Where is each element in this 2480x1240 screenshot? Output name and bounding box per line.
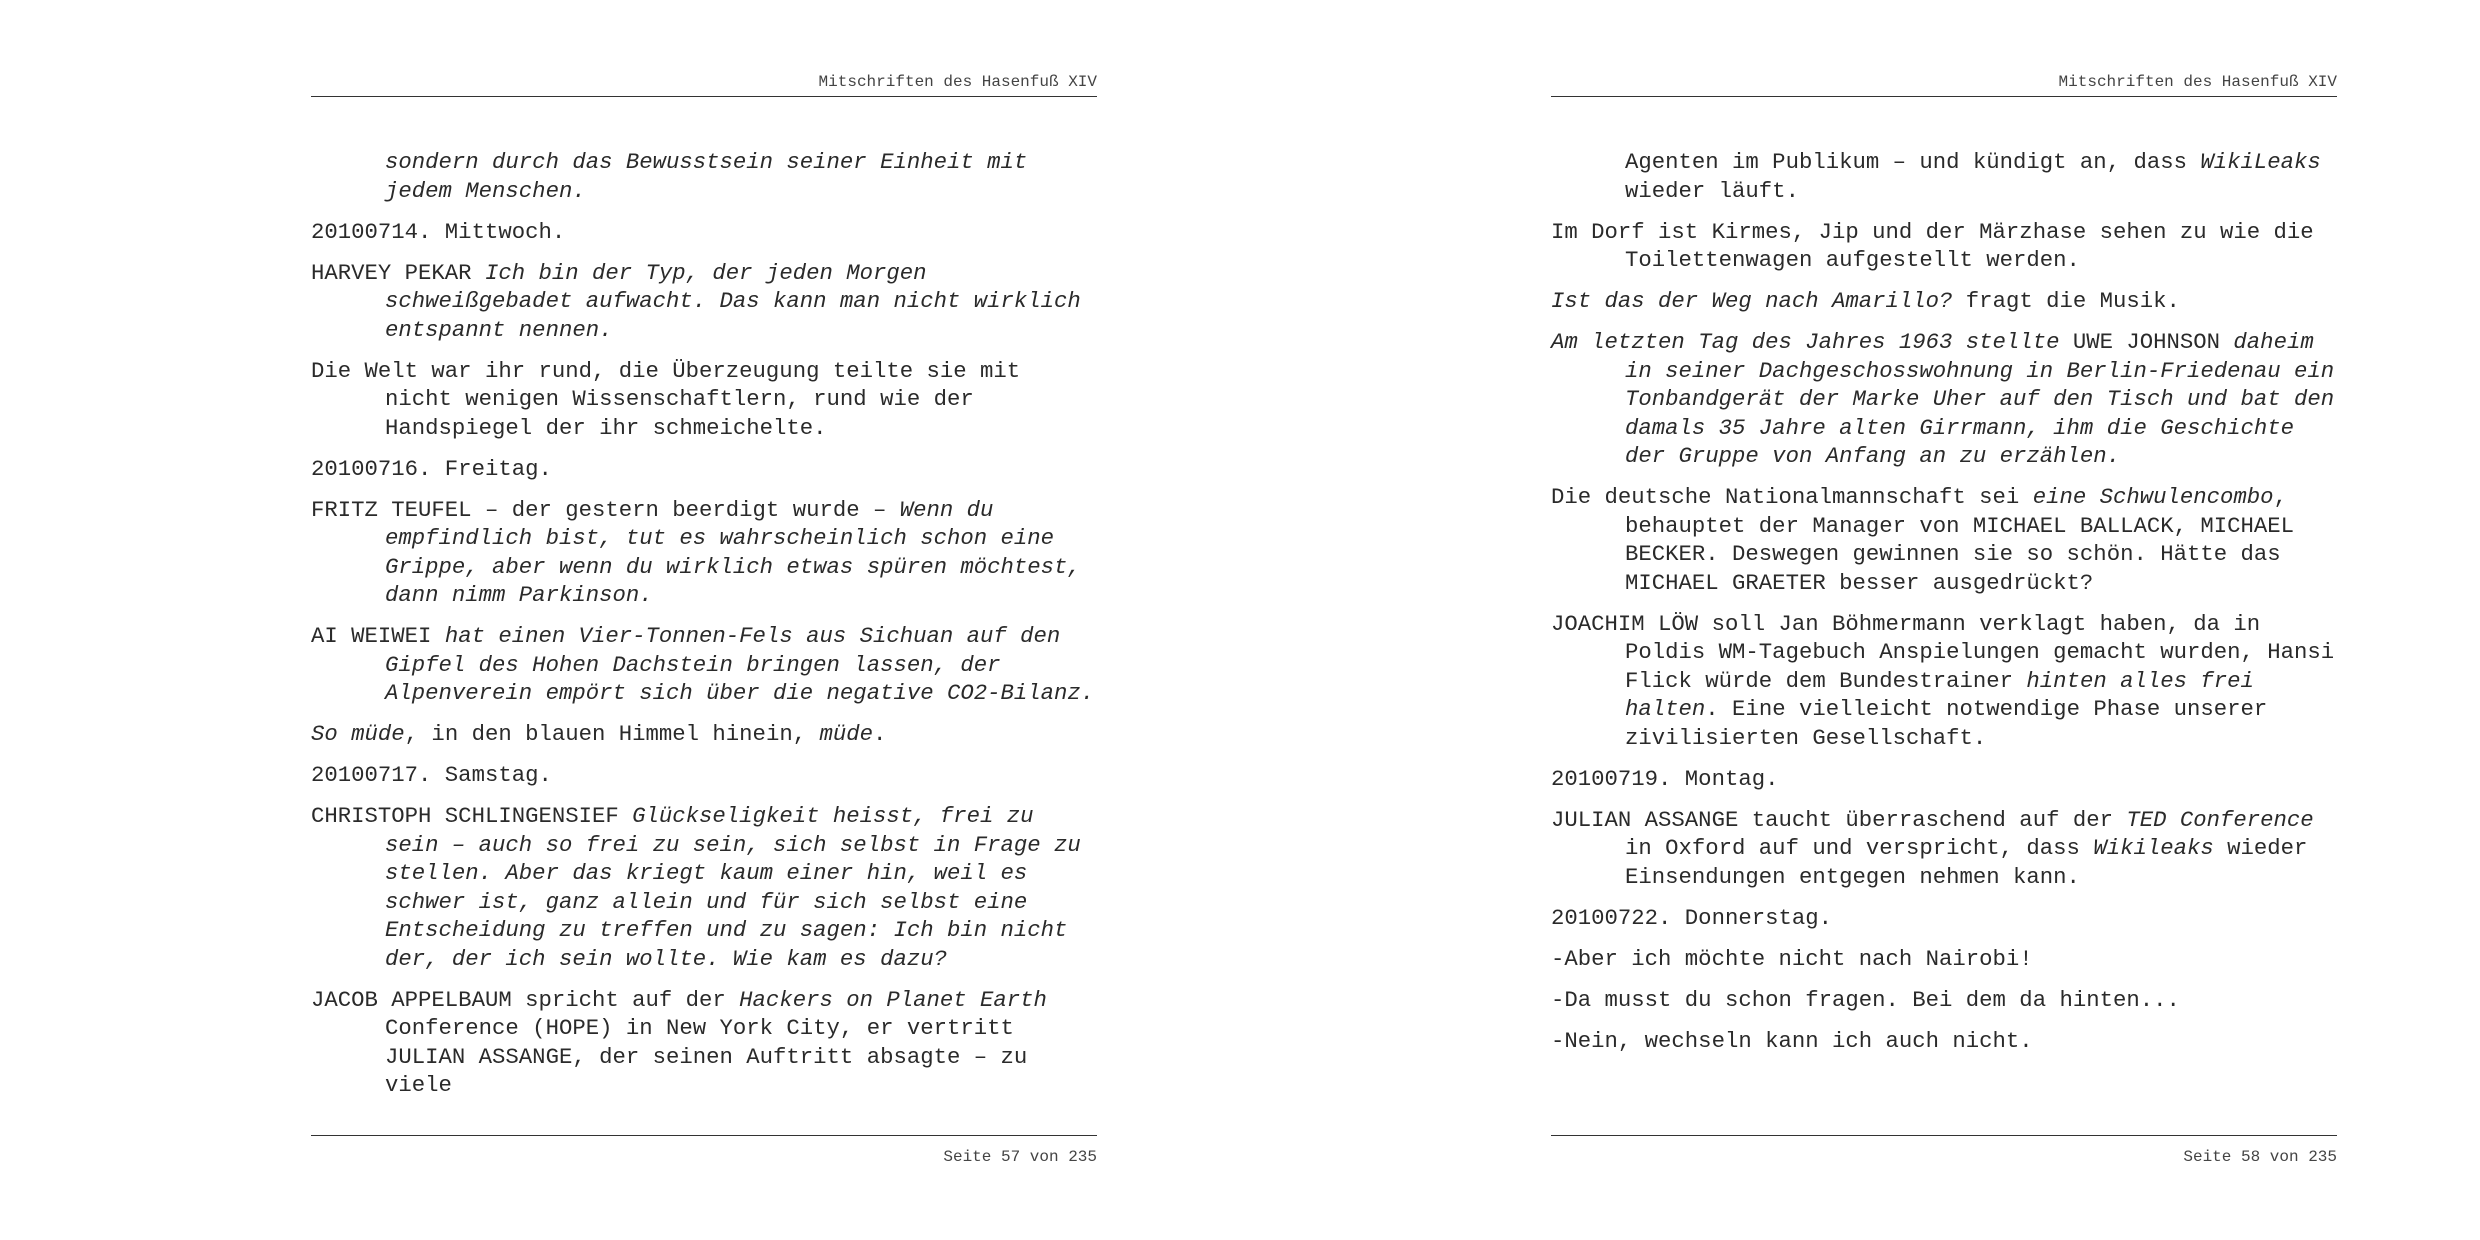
paragraph — [311, 761, 1097, 790]
continued-paragraph — [1551, 148, 2337, 205]
paragraph — [1551, 218, 2337, 275]
paragraph — [311, 496, 1097, 610]
text-run: AI WEIWEI — [311, 623, 445, 649]
text-run: 20100719. Montag. — [1551, 765, 1779, 792]
page-58 — [1551, 0, 2348, 1240]
paragraph — [311, 259, 1097, 345]
italic-text-run: Ist das der Weg nach Amarillo? — [1551, 288, 1953, 314]
text-run: , behauptet der Manager von MICHAEL BALLACK, MICHAEL BECKER. Deswegen gewinnen sie so schön. Hätte das MICHAEL GRAETER besser ausgedrückt? — [1625, 484, 2308, 596]
italic-text-run: sondern durch das Bewusstsein seiner Einheit mit jedem Menschen. — [385, 149, 1041, 204]
italic-text-run: Glückseligkeit heisst, frei zu sein – auch so frei zu sein, sich selbst in Frage zu stellen. Aber das kriegt kaum einer hin, weil es schwer ist, ganz allein und für sich selbst eine Entscheidung zu treffen und zu sagen: Ich bin nicht der, der ich sein wollte. Wie kam es dazu? — [385, 803, 1095, 972]
paragraph — [1551, 904, 2337, 933]
text-run: JACOB APPELBAUM spricht auf der — [311, 986, 740, 1013]
italic-text-run: Ich bin der Typ, der jeden Morgen schweißgebadet aufwacht. Das kann man nicht wirklich entspannt nennen. — [385, 259, 1095, 343]
italic-text-run: Wenn du empfindlich bist, tut es wahrscheinlich schon eine Grippe, aber wenn du wirklich etwas spüren möchtest, dann nimm Parkinson. — [385, 496, 1095, 608]
text-run: 20100716. Freitag. — [311, 455, 552, 482]
text-run: UWE JOHNSON — [2072, 329, 2234, 355]
paragraph — [1551, 610, 2348, 753]
page-57 — [311, 0, 1097, 1240]
text-run: , in den blauen Himmel hinein, — [404, 721, 820, 747]
italic-text-run: hat einen Vier-Tonnen-Fels aus Sichuan auf den Gipfel des Hohen Dachstein bringen lassen, der Alpenverein empört sich über die negative CO2-Bilanz. — [385, 623, 1095, 706]
running-head: Mitschriften des Hasenfuß XIV — [2058, 73, 2337, 91]
footer-rule — [1551, 1135, 2337, 1136]
paragraph — [311, 802, 1097, 973]
text-run: wieder Einsendungen entgegen nehmen kann. — [1625, 835, 2321, 890]
text-run: . — [873, 721, 887, 747]
paragraph — [1551, 986, 2337, 1015]
header-rule — [1551, 96, 2337, 97]
paragraph — [1551, 765, 2337, 794]
header-rule — [311, 96, 1097, 97]
italic-text-run: Am letzten Tag des Jahres 1963 stellte — [1551, 329, 2073, 355]
continued-paragraph — [311, 148, 1097, 205]
text-run: 20100722. Donnerstag. — [1551, 904, 1832, 931]
paragraph — [311, 986, 1097, 1100]
italic-text-run: Hackers on Planet Earth — [739, 986, 1047, 1013]
text-run: in Oxford auf und verspricht, dass — [1625, 806, 2328, 861]
text-run: HARVEY PEKAR — [311, 259, 485, 286]
paragraph — [1551, 1027, 2337, 1056]
italic-text-run: So müde — [311, 721, 405, 747]
italic-text-run: daheim in seiner Dachgeschosswohnung in Berlin-Friedenau ein Tonbandgerät der Marke Uher auf den Tisch und bat den damals 35 Jahre alten Girrmann, ihm die Geschichte der Gruppe von Anfang an zu erzählen. — [1625, 329, 2348, 469]
italic-text-run: Wikileaks — [2093, 835, 2214, 861]
text-run: -Aber ich möchte nicht nach Nairobi! — [1551, 945, 2033, 972]
italic-text-run: müde — [819, 721, 873, 747]
text-run: FRITZ TEUFEL – der gestern beerdigt wurde – — [311, 496, 900, 523]
page-number: Seite 57 von 235 — [943, 1148, 1097, 1166]
text-run: wieder läuft. — [1625, 149, 2335, 204]
text-run: -Da musst du schon fragen. Bei dem da hinten... — [1551, 986, 2180, 1013]
italic-text-run: hinten alles frei halten — [1625, 667, 2268, 722]
text-run: 20100714. Mittwoch. — [311, 218, 566, 245]
paragraph — [1551, 287, 2337, 316]
paragraph — [311, 218, 1097, 247]
paragraph — [1551, 945, 2337, 974]
page-body — [311, 148, 1097, 1112]
text-run: . Eine vielleicht notwendige Phase unserer zivilisierten Gesellschaft. — [1625, 696, 2281, 751]
paragraph — [1551, 806, 2337, 892]
footer-rule — [311, 1135, 1097, 1136]
page-number: Seite 58 von 235 — [2183, 1148, 2337, 1166]
running-head: Mitschriften des Hasenfuß XIV — [818, 73, 1097, 91]
italic-text-run: TED Conference — [2126, 806, 2314, 833]
text-run: -Nein, wechseln kann ich auch nicht. — [1551, 1027, 2033, 1054]
paragraph — [311, 720, 1097, 749]
text-run: JULIAN ASSANGE taucht überraschend auf der — [1551, 806, 2127, 833]
text-run: Conference (HOPE) in New York City, er vertritt JULIAN ASSANGE, der seinen Auftritt absagte – zu viele — [385, 986, 1061, 1098]
text-run: Die deutsche Nationalmannschaft sei — [1551, 484, 2033, 510]
text-run: JOACHIM LÖW soll Jan Böhmermann verklagt haben, da in Poldis WM-Tagebuch Anspielungen gemacht wurden, Hansi Flick würde dem Bundestrainer — [1551, 610, 2348, 694]
paragraph — [311, 455, 1097, 484]
text-run: fragt die Musik. — [1952, 288, 2180, 314]
text-run: CHRISTOPH SCHLINGENSIEF — [311, 803, 633, 829]
page-body — [1551, 148, 2348, 1068]
paragraph — [311, 357, 1097, 443]
text-run: Agenten im Publikum – und kündigt an, dass — [1625, 149, 2201, 175]
text-run: Die Welt war ihr rund, die Überzeugung teilte sie mit nicht wenigen Wissenschaftlern, rund wie der Handspiegel der ihr schmeichelte. — [311, 357, 1034, 441]
paragraph — [1551, 483, 2337, 597]
italic-text-run: WikiLeaks — [2200, 149, 2321, 175]
text-run: 20100717. Samstag. — [311, 762, 552, 788]
italic-text-run: eine Schwulencombo — [2032, 484, 2274, 510]
paragraph — [311, 622, 1097, 708]
paragraph — [1551, 328, 2348, 471]
text-run: Im Dorf ist Kirmes, Jip und der Märzhase sehen zu wie die Toilettenwagen aufgestellt werden. — [1551, 218, 2328, 273]
